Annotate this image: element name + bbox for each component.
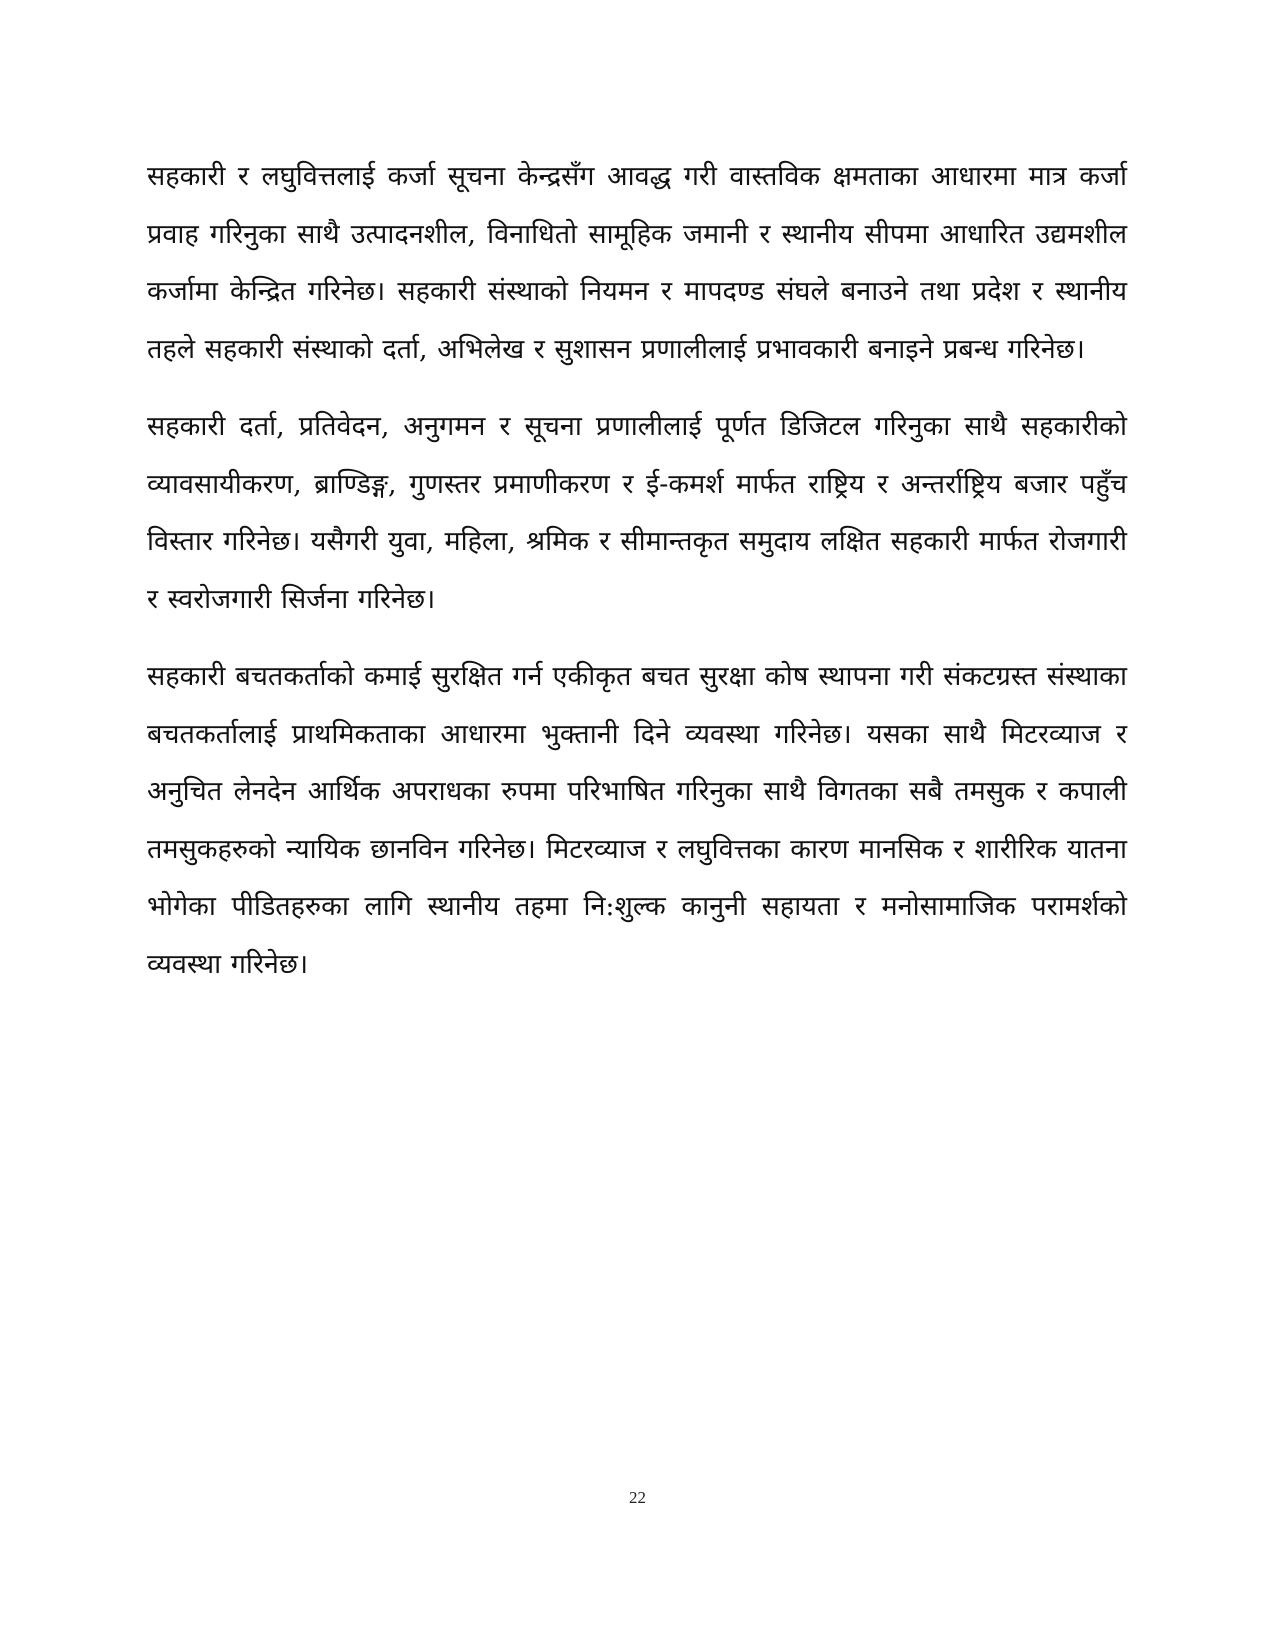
paragraph-digitalization: सहकारी दर्ता, प्रतिवेदन, अनुगमन र सूचना प्रणालीलाई पूर्णत डिजिटल गरिनुका साथै सहकारीको व्यावसायीकरण, ब्राण्डिङ्ग, गुणस्तर प्रमाणीकरण र ई-कमर्श मार्फत राष्ट्रिय र अन्तर्राष्ट्रिय बजार पहुँच विस्तार गरिनेछ। यसैगरी युवा, महिला, श्रमिक र सीमान्तकृत समुदाय लक्षित सहकारी मार्फत रोजगारी र स्वरोजगारी सिर्जना गरिनेछ। [147,411,1127,615]
paragraph-savings-protection: सहकारी बचतकर्ताको कमाई सुरक्षित गर्न एकीकृत बचत सुरक्षा कोष स्थापना गरी संकटग्रस्त संस्थाका बचतकर्तालाई प्राथमिकताका आधारमा भुक्तानी दिने व्यवस्था गरिनेछ। यसका साथै मिटरव्याज र अनुचित लेनदेन आर्थिक अपराधका रुपमा परिभाषित गरिनुका साथै विगतका सबै तमसुक र कपाली तमसुकहरुको न्यायिक छानविन गरिनेछ। मिटरव्याज र लघुवित्तका कारण मानसिक र शारीरिक यातना भोगेका पीडितहरुका लागि स्थानीय तहमा नि:शुल्क कानुनी सहायता र मनोसामाजिक परामर्शको व्यवस्था गरिनेछ। [147,661,1127,980]
body-text [147,148,1127,1013]
page-number: 22 [629,1488,646,1507]
paragraph-cooperative-credit: सहकारी र लघुवित्तलाई कर्जा सूचना केन्द्रसँग आवद्ध गरी वास्तविक क्षमताका आधारमा मात्र कर्जा प्रवाह गरिनुका साथै उत्पादनशील, विनाधितो सामूहिक जमानी र स्थानीय सीपमा आधारित उद्यमशील कर्जामा केन्द्रित गरिनेछ। सहकारी संस्थाको नियमन र मापदण्ड संघले बनाउने तथा प्रदेश र स्थानीय तहले सहकारी संस्थाको दर्ता, अभिलेख र सुशासन प्रणालीलाई प्रभावकारी बनाइने प्रबन्ध गरिनेछ। [147,161,1127,365]
